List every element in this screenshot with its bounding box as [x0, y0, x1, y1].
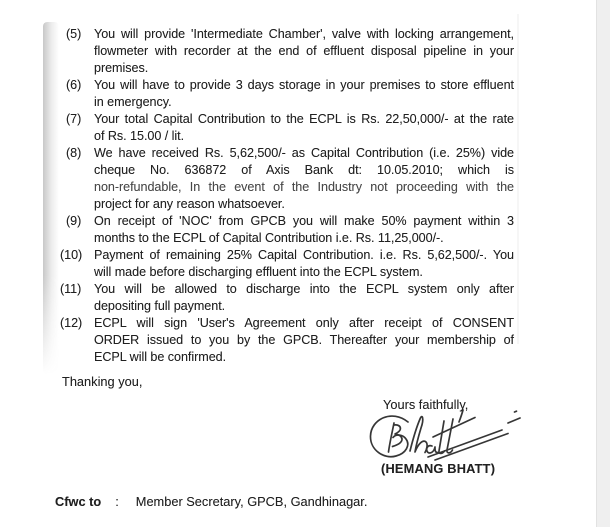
item-text [94, 26, 514, 77]
text-line: You will provide 'Intermediate Chamber', valve with locking arrangement, [94, 27, 514, 41]
list-item-6 [60, 77, 516, 111]
cc-separator: : [115, 494, 119, 509]
scan-fold-line [517, 14, 519, 344]
text-line: Payment of remaining 25% Capital Contribution. i.e. Rs. 5,62,500/-. You [94, 248, 514, 262]
text-line: You will be allowed to discharge into the ECPL system only after [94, 282, 514, 296]
text-line: in emergency. [94, 95, 172, 109]
item-number: (10) [60, 248, 83, 262]
text-line: ECPL will sign 'User's Agreement only after receipt of CONSENT [94, 316, 514, 330]
handwritten-signature [362, 406, 527, 462]
list-item-8 [60, 145, 516, 213]
text-line: ORDER issued to you by the GPCB. Thereafter your membership of [94, 333, 514, 347]
item-number: (9) [66, 214, 82, 228]
text-line: project for any reason whatsoever. [94, 197, 285, 211]
item-text [94, 247, 514, 281]
list-item-10 [60, 247, 516, 281]
text-line: flowmeter with recorder at the end of effluent disposal pipeline in your [94, 44, 514, 58]
cc-label: Cfwc to [55, 494, 102, 509]
item-number: (8) [66, 146, 82, 160]
item-number: (12) [60, 316, 83, 330]
item-text [94, 145, 514, 213]
text-line: We have received Rs. 5,62,500/- as Capital Contribution (i.e. 25%) vide [94, 146, 514, 160]
list-item-12 [60, 315, 516, 366]
list-item-9 [60, 213, 516, 247]
closing-line: Yours faithfully, [383, 397, 469, 412]
cc-line [55, 494, 367, 509]
text-line: ECPL will be confirmed. [94, 350, 227, 364]
item-number: (7) [66, 112, 82, 126]
list-item-7 [60, 111, 516, 145]
list-item-5 [60, 26, 516, 77]
signer-name: (HEMANG BHATT) [381, 461, 496, 476]
item-number: (6) [66, 78, 82, 92]
item-text [94, 213, 514, 247]
scan-shadow-left [43, 22, 59, 374]
item-text [94, 111, 514, 145]
text-line: depositing full payment. [94, 299, 226, 313]
text-line: premises. [94, 61, 149, 75]
text-line: You will have to provide 3 days storage in your premises to store effluent [94, 78, 514, 92]
item-number: (11) [60, 282, 82, 296]
text-line: months to the ECPL of Capital Contribution i.e. Rs. 11,25,000/-. [94, 231, 444, 245]
item-text [94, 281, 514, 315]
text-line: cheque No. 636872 of Axis Bank dt: 10.05.2010; which is [94, 163, 514, 177]
thanking-line: Thanking you, [62, 374, 143, 389]
numbered-list [60, 26, 516, 366]
scan-strip-right [596, 0, 610, 527]
text-line: of Rs. 15.00 / lit. [94, 129, 185, 143]
text-line: non-refundable, In the event of the Industry not proceeding with the [94, 180, 514, 194]
text-line: On receipt of 'NOC' from GPCB you will make 50% payment within 3 [94, 214, 514, 228]
item-number: (5) [66, 27, 82, 41]
text-line: Your total Capital Contribution to the ECPL is Rs. 22,50,000/- at the rate [94, 112, 514, 126]
cc-recipient: Member Secretary, GPCB, Gandhinagar. [135, 494, 368, 509]
list-item-11 [60, 281, 516, 315]
text-line: will made before discharging effluent into the ECPL system. [94, 265, 423, 279]
item-text [94, 315, 514, 366]
item-text [94, 77, 514, 111]
